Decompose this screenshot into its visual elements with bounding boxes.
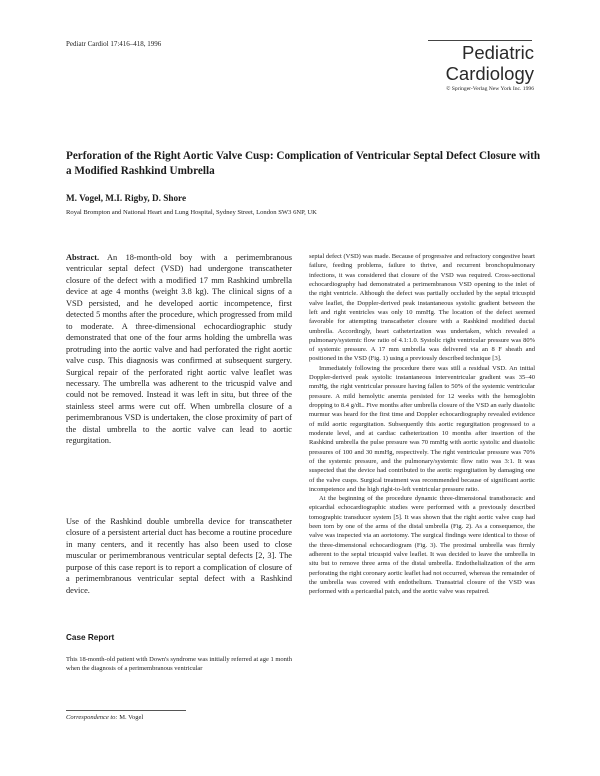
- correspondence-footnote: [66, 714, 143, 721]
- journal-header-rule: [428, 40, 532, 41]
- case-report-paragraph: This 18-month-old patient with Down's syndrome was initially referred at age 1 month when the diagnosis of a perimembranous ventricular: [66, 656, 292, 673]
- author-list: M. Vogel, M.I. Rigby, D. Shore: [66, 193, 187, 203]
- journal-name-line-2: Cardiology: [445, 63, 534, 84]
- abstract: [66, 252, 292, 447]
- body-paragraph-1: septal defect (VSD) was made. Because of progressive and refractory congestive heart failure, feeding problems, failure to thrive, and recurrent bronchopulmonary infections, it was considered that closure of the VSD was required. Cross-sectional echocardiography had demonstrated a perimembranous VSD opening to the inlet of the right ventricle. Although the defect was partially occluded by the septal tricuspid valve leaflet, the Doppler-derived peak instantaneous systolic gradient between the left and right ventricles was only 10 mmHg. The location of the defect seemed favorable for attempting transcatheter closure with a Rashkind modified ductal umbrella. Accordingly, heart catheterization was undertaken, which revealed a pulmonary/systemic flow ratio of 4.1:1.0. Systolic right ventricular pressure was 80% of systemic pressure. A 17 mm umbrella was delivered via an 8 F sheath and positioned in the VSD (Fig. 1) using a previously described technique [3].: [309, 253, 535, 363]
- case-report-heading: Case Report: [66, 633, 115, 642]
- journal-name-line-1: Pediatric: [462, 42, 534, 63]
- journal-name: [446, 42, 534, 84]
- footnote-rule: [66, 710, 186, 711]
- footnote-name: M. Vogel: [119, 714, 144, 721]
- article-title: Perforation of the Right Aortic Valve Cusp: Complication of Ventricular Septal Defect Closure with a Modified Rashkind Umbrella: [66, 150, 541, 177]
- body-paragraph-3: At the beginning of the procedure dynamic three-dimensional transthoracic and epicardial echocardiographic studies were performed with a previously described tomographic transducer system [5]. It was shown that the right aortic valve cusp had been torn by one of the arms of the distal umbrella (Fig. 2). As a consequence, the valve was inspected via an aortotomy. The surgical findings were identical to those of the three-dimensional echocardiogram (Fig. 3). The proximal umbrella was firmly adherent to the septal tricuspid valve leaflet. It was decided to leave the umbrella in situ but to remove three arms of the distal umbrella. Endothelialization of the arm perforating the right coronary aortic leaflet had not occurred, whereas the remainder of the umbrella was covered with endothelium. Transatrial closure of the VSD was performed with a pericardial patch, and the aortic valve was repaired.: [309, 495, 535, 596]
- copyright-notice: © Springer-Verlag New York Inc. 1996: [446, 86, 534, 92]
- author-affiliation: Royal Brompton and National Heart and Lung Hospital, Sydney Street, London SW3 6NP, UK: [66, 209, 317, 216]
- body-paragraph-2: Immediately following the procedure there was still a residual VSD. An initial Doppler-derived peak systolic instantaneous interventricular gradient was 35–40 mmHg, the right ventricular pressure having fallen to 50% of the systemic ventricular pressure. A mild hemolytic anemia persisted for 12 weeks with the hemoglobin dropping to 8.4 g/dL. Five months after umbrella closure of the VSD an early diastolic murmur was heard for the first time and Doppler echocardiography revealed evidence of mild aortic regurgitation. Subsequently this aortic regurgitation progressed to a moderate level, and at cardiac catheterization 10 months after insertion of the Rashkind umbrella the pulse pressure was 70 mmHg with aortic systolic and diastolic pressures of 100 and 30 mmHg, respectively. The right ventricular pressure was 70% of the systemic pressure, and the pulmonary/systemic flow ratio was 3:1. It was suspected that the device had contributed to the aortic regurgitation by damaging one of the valve cusps. Surgical treatment was recommended because of significant aortic incompetence and the high right-to-left ventricular pressure ratio.: [309, 364, 535, 493]
- footnote-label: Correspondence to:: [66, 714, 118, 721]
- abstract-label: Abstract.: [66, 253, 100, 262]
- introduction-paragraph: Use of the Rashkind double umbrella device for transcatheter closure of a persistent arterial duct has become a routine procedure in many centers, and it recently has also been used to close muscular or perimembranous ventricular septal defects [2, 3]. The purpose of this case report is to report a complication of closure of a perimembranous ventricular septal defect with a Rashkind device.: [66, 517, 292, 595]
- right-column-body: [309, 252, 535, 597]
- abstract-text: An 18-month-old boy with a perimembranous ventricular septal defect (VSD) had undergone transcatheter closure of the defect with a modified 17 mm Rashkind umbrella device at age 4 months (weight 3.8 kg). The clinical signs of a VSD persisted, and he developed aortic incompetence, first detected 5 months after the procedure, which progressed from mild to moderate. A three-dimensional echocardiographic study demonstrated that one of the four arms holding the umbrella was protruding into the aortic valve and had perforated the right aortic valve cusp. This diagnosis was confirmed at subsequent surgery. Surgical repair of the perforated right aortic valve leaflet was necessary. The umbrella was adherent to the tricuspid valve and could not be removed. Instead it was left in situ, but three of the stainless steel arms were cut off. When umbrella closure of a perimembranous VSD is undertaken, the close proximity of part of the distal umbrella to the aortic valve can lead to aortic regurgitation.: [66, 253, 292, 446]
- journal-citation: Pediatr Cardiol 17:416–418, 1996: [66, 40, 162, 48]
